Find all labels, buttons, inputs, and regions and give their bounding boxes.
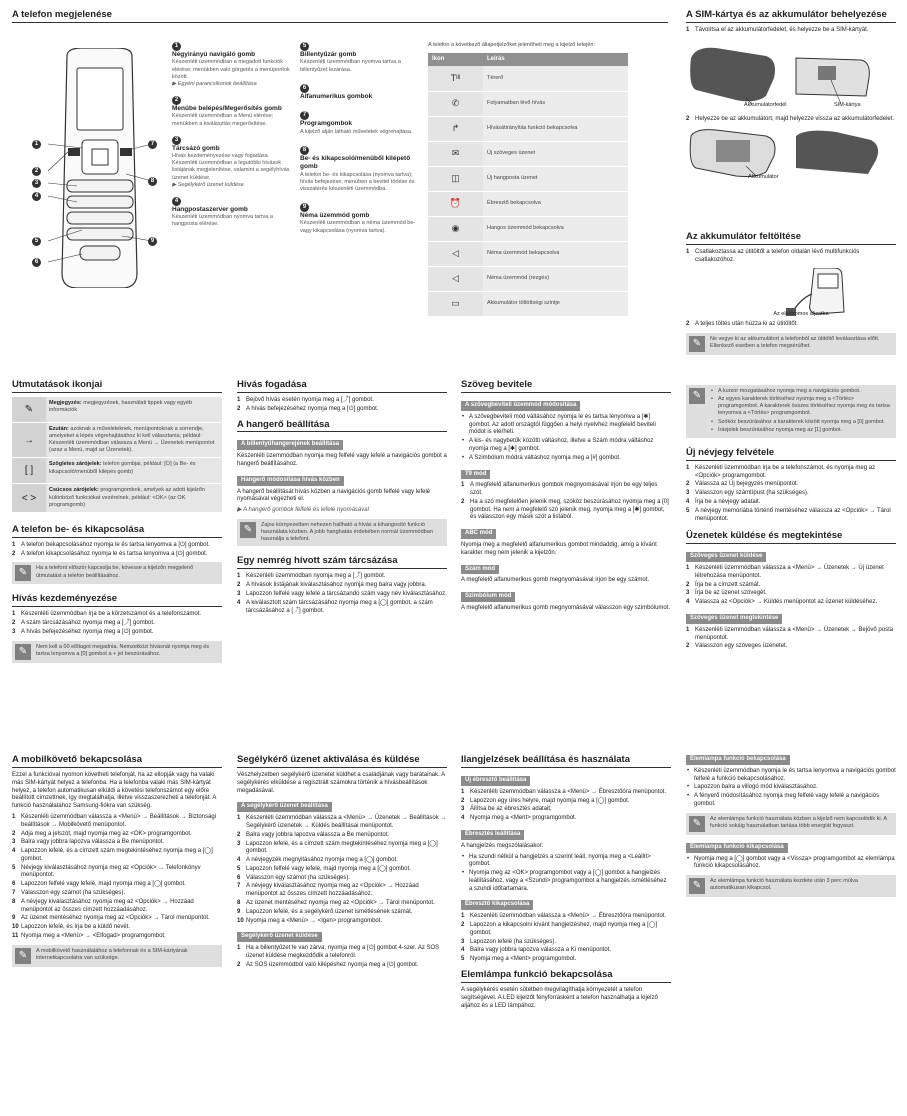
sim-illustration (686, 38, 886, 108)
subheading: Segélykérő üzenet küldése (237, 932, 322, 942)
status-icons-table: Ikon Leírás Tᴵˡˡ Térerő ✆ Folyamatban lévő hívás ↱ Hívásátirányítás funkció bekapcsolva ✉ Új szöveges üzenet ◫ Új hangposta üzenet ⏰ Ébresztő bekapcsolva ◉ Hangos üzemmód bekapcsolva ◁ Néma üzemmód bekapcsolva ◁ Néma üzemmód (rezgés) ▭ Akkumulátor töltöttségi szintje (428, 53, 628, 317)
alarm-column: Ilangjelzések beállítása és használata Új ébresztő beállítása 1 Készenléti üzemmódban válassza a <Menü> → Ébresztőóra menüpontot. 2 Lapozzon egy üres helyre, majd nyomja meg a [◯] gombot. 3 Állítsa be az ébresztés adatait. 4 Nyomja meg a <Ment> programgombot. Ébresztés leállítása A hangjelzés megszólalásakor: • Ha szundi nélkül a hangjelzés a szerint leáll, nyomja meg a <Leállít> gombot. • Nyomja meg az <OK> programgombot vagy a [◯] gombot a hangjelzés leállításához, vagy a <Szundi> programgombot a hangjelzés ismétléséhez a szundi időtartamára. Ébresztő kikapcsolása 1 Készenléti üzemmódban válassza a <Menü> → Ébresztőóra menüpontot. 2 Lapozzon a kikapcsolni kívánt hangjelzéshez, majd nyomja meg a [◯] gombot. 3 Lapozzon lefelé (ha szükséges). 4 Balra vagy jobbra lapozva válassza a Ki menüpontot. 5 Nyomja meg a <Ment> programgombot. Elemlámpa funkció bekapcsolása A segélykérés esetén sötétben megvilágíthatja környezetét a telefon segítségével. A LED kijelzőt fényforrásként a telefon használhatja a kijelző aljához és a LED lámpához. (461, 755, 671, 1110)
subheading: A billentyűhangerejének beállítása (237, 440, 343, 450)
note-icon: ✎ (689, 878, 705, 894)
subheading: Szöveges üzenet megtekintése (686, 614, 782, 624)
subheading: Elemlámpa funkció kikapcsolása (686, 843, 788, 853)
phone-callout: 5 (32, 237, 41, 246)
instructions-column: Útmutatások ikonjai ✎ Megjegyzés: megjegyzések, használati tippek vagy egyéb információk → Ezután: azoknak a műveleteknek, menüpontoknak a sorrendje, amelyeket a lépés végrehajtásához ki kell választania; például: Készenléti üzemmódban válassza a Menü → Üzenetek menüpontot (azaz a Menü, majd az Üzenetek). [ ] Szögletes zárójelek: telefon gombjai, például: [⏻] (a Be- és kikapcsoló/menüből kilépés gomb) < > Csúcsos zárójelek: programgombok, amelyek az adott kijelzőn különböző funkciókat vezérelnek, például: <OK> (az OK programgomb) A telefon be- és kikapcsolása 1 A telefon bekapcsolásához nyomja le és tartsa lenyomva a [⏻] gombot. 2 A telefon kikapcsolásához nyomja le és tartsa lenyomva a [⏻] gombot. ✎ Ha a telefont először kapcsolja be, kövesse a kijelzőn megjelenő útmutatást a telefon beállításához. Hívás kezdeményezése 1 Készenléti üzemmódban írja be a körzetszámot és a telefonszámot. 2 A szám tárcsázásához nyomja meg a [⤴] gombot. 3 A hívás befejezéséhez nyomja meg a [⏻] gombot. ✎ Nem kell a 00 előtagot megadnia. Nemzetközi hívásnál nyomja meg és tartsa lenyomva a [0] gombot a + jel beszúrásához. (12, 380, 222, 735)
charger-illustration (686, 268, 886, 316)
phone-callout: 6 (32, 258, 41, 267)
note-icon: ✎ (689, 336, 705, 352)
note-icon: ✎ (15, 565, 31, 581)
subheading: Elemlámpa funkció bekapcsolása (686, 755, 790, 765)
key-desc: 4 Hangpostaszerver gomb Készenléti üzemmódban nyomva tartva a hangposta elérése. (172, 197, 273, 228)
section-title: Üzenetek küldése és megtekintése (686, 531, 896, 544)
keys-left-column (172, 42, 290, 229)
contacts-messages-column: ✎ • A kurzor mozgatásához nyomja meg a navigációs gombot. • Az egyes karakterek törléséhez nyomja meg a <Törlés> programgombot. A karakterek összes törléséhez nyomja meg és tartsa lenyomva a <Törlés> programgombot. • Szóköz beszúrásához a karakterek között nyomja meg a [0] gombot. • Írásjelek beszúrásához nyomja meg az [1] gombot. Új névjegy felvétele 1 Készenléti üzemmódban írja be a telefonszámot, és nyomja meg az <Opciók> programgombot. 2 Válassza az Új bejegyzés menüpontot. 3 Válasszon egy számtípust (ha szükséges). 4 Írja be a névjegy adatait. 5 A névjegy memóriába történő mentéséhez válassza az <Opciók> → Tárol menüpontot. Üzenetek küldése és megtekintése Szöveges üzenet küldése 1 Készenléti üzemmódban válassza a <Menü> → Üzenetek → Új üzenet létrehozása menüpontot. 2 Írja be a címzett számát. 3 Írja be az üzenet szövegét. 4 Válassza az <Opciók> → Küldés menüpontot az üzenet küldéséhez. Szöveges üzenet megtekintése 1 Készenléti üzemmódban válassza a <Menü> → Üzenetek → Bejövő posta menüpontot. 2 Válasszon egy szöveges üzenetet. (686, 385, 896, 740)
label-plug: Az elektromos aljzatba (773, 311, 829, 318)
section-title: Hívás fogadása (237, 380, 447, 393)
sos-column: Segélykérő üzenet aktiválása és küldése Vészhelyzetben segélykérő üzenetet küldhet a családjának vagy barátainak. A segélykérés elküldése a regisztrált számokra történik a hívásbeállítások megadásával. A segélykérő üzenet beállítása 1 Készenléti üzemmódban válassza a <Menü> → Üzenetek → Beállítások → Segélykérő üzenetek → Küldés beállításai menüpontot. 2 Balra vagy jobbra lapozva válassza a Be menüpontot. 3 Lapozzon lefelé, és a címzett szám megtekintéséhez nyomja meg a [◯] gombot. 4 A névjegyzék megnyitásához nyomja meg a [◯] gombot. 5 Lapozzon felfelé vagy lefelé, majd nyomja meg a [◯] gombot. 6 Válasszon egy számot (ha szükséges). 7 A névjegy kiválasztásához nyomja meg az <Opciók> → Hozzáad menüpontot az összes címzett hozzáadásához. 8 Az üzenet mentéséhez nyomja meg az <Opciók> → Tárol menüpontot. 9 Lapozzon lefelé, és a segélykérő üzenet ismétlésének számát. 10 Nyomja meg a <Menü> → <Igen> programgombot. Segélykérő üzenet küldése 1 Ha a billentyűzet le van zárva, nyomja meg a [⏻] gombot 4-szer. Az SOS üzenet küldése megkezdődik a telefonról. 2 Az SOS üzemmódból való kilépéshez nyomja meg a [⏻] gombot. (237, 755, 447, 968)
key-desc: 5 Billentyűzár gomb Készenléti üzemmódban nyomva tartva a billentyűzet lezárása. (300, 43, 401, 73)
label-battery: Akkumulátor (748, 174, 779, 181)
note-box: ✎ Nem kell a 00 előtagot megadnia. Nemzetközi hívásnál nyomja meg és tartsa lenyomva a [0] gombot a + jel beszúrásához. (12, 641, 222, 663)
alarm-icon: ⏰ (428, 191, 483, 216)
section-title: Elemlámpa funkció bekapcsolása (461, 970, 671, 983)
tracker-column: A mobilkövető bekapcsolása Ezzel a funkcióval nyomon követheti telefonját, ha az ellopják vagy ha valaki más SIM-kártyát helyez a telefonba. Ha a telefonba valaki más SIM-kártyát helyez, a telefon automatikusan elküldi a követési telefonszámot egy előre beállított címzettnek, így megtalálhatja, illetve visszaszerezheti a telefonját. A funkció használatához Samsung-fiókra van szükség. 1 Készenléti üzemmódban válassza a <Menü> → Beállítások → Biztonsági beállítások → Mobilkövető menüpontot. 2 Adja meg a jelszót, majd nyomja meg az <OK> programgombot. 3 Balra vagy jobbra lapozva válassza a Be menüpontot. 4 Lapozzon lefelé, és a címzett szám megtekintéséhez nyomja meg a [◯] gombot. 5 Névjegy kiválasztásához nyomja meg az <Opciók> → Telefonkönyv menüpontot. 6 Lapozzon felfelé vagy lefelé, majd nyomja meg a [◯] gombot. 7 Válasszon egy számot (ha szükséges). 8 A névjegy kiválasztásához nyomja meg az <Opciók> → Hozzáad menüpontot az összes címzett hozzáadásához. 9 Az üzenet mentéséhez nyomja meg az <Opciók> → Tárol menüpontot. 10 Lapozzon lefelé, és írja be a küldő nevét. 11 Nyomja meg a <Menü> → <Elfogad> programgombot. ✎ A mobilkövető használatához a telefonnak és a SIM-kártyának internetkapcsolatra van szüksége. (12, 755, 222, 1110)
phone-callout: 7 (148, 140, 157, 149)
note-box: ✎ Ha a telefont először kapcsolja be, kövesse a kijelzőn megjelenő útmutatást a telefon beállításához. (12, 562, 222, 584)
vibrate-icon: ◁ (428, 266, 483, 291)
brackets-icon: [ ] (12, 458, 46, 483)
section-title: A telefon megjelenése (12, 10, 668, 23)
silent-icon: ◁ (428, 241, 483, 266)
key-desc: 3 Tárcsázó gomb Hívás kezdeményezése vagy fogadása. Készenléti üzemmódban a legutóbbi hívások listájának megjelenítése, valamint a segélyhívás üzenet küldése. ▶ Segélykérő üzenet küldése (172, 136, 290, 188)
note-icon: ✎ (689, 388, 705, 404)
note-box: ✎ Ne vegye ki az akkumulátort a telefonból az útitöltő leválasztása előtt. Ellenkező esetben a telefon megsérülhet. (686, 333, 896, 355)
phone-overview-section (12, 10, 668, 356)
key-desc: 8 Be- és kikapcsoló/menüből kilépető gomb A telefon be- és kikapcsolása (nyomva tartva); hívás befejezése; menüben a bevitel törlése és visszatérés készenléti üzemmódba. (300, 146, 415, 192)
section-title: A hangerő beállítása (237, 420, 447, 433)
note-icon: ✎ (689, 816, 705, 832)
note-icon: ✎ (12, 397, 46, 422)
phone-illustration (22, 48, 172, 288)
battery-icon: ▭ (428, 291, 483, 316)
sound-icon: ◉ (428, 216, 483, 241)
call-icon: ✆ (428, 91, 483, 116)
section-title: A mobilkövető bekapcsolása (12, 755, 222, 768)
note-box: ✎ Zajos környezetben nehezen hallható a hívás a kihangosító funkció használata közben. A jobb hanghatás érdekében normál üzemmódban használja a telefont. (237, 519, 447, 546)
message-icon: ✉ (428, 141, 483, 166)
angle-brackets-icon: < > (12, 484, 46, 511)
note-box: ✎ • A kurzor mozgatásához nyomja meg a navigációs gombot. • Az egyes karakterek törléséhez nyomja meg a <Törlés> programgombot. A karakterek összes törléséhez nyomja meg és tartsa lenyomva a <Törlés> programgombot. • Szóköz beszúrásához a karakterek között nyomja meg a [0] gombot. • Írásjelek beszúrásához nyomja meg az [1] gombot. (686, 385, 896, 438)
phone-callout: 9 (148, 237, 157, 246)
section-title: Segélykérő üzenet aktiválása és küldése (237, 755, 447, 768)
keys-mid-column (300, 42, 418, 235)
section-title: A SIM-kártya és az akkumulátor behelyezése (686, 10, 896, 23)
section-title: A telefon be- és kikapcsolása (12, 525, 222, 538)
forward-icon: ↱ (428, 116, 483, 141)
sim-section: A SIM-kártya és az akkumulátor behelyezése 1 Távolítsa el az akkumulátorfedelet, és helyezze be a SIM-kártyát. Akkumulátorfedél SIM-kártya 2 Helyezze be az akkumulátort, majd helyezze vissza az akkumulátorfedelet. Akkumulátor (686, 10, 895, 181)
section-title: Az akkumulátor feltöltése (686, 232, 896, 245)
voicemail-icon: ◫ (428, 166, 483, 191)
note-icon: ✎ (15, 948, 31, 964)
subheading: ABC mód (461, 529, 496, 539)
note-box: ✎ A mobilkövető használatához a telefonnak és a SIM-kártyának internetkapcsolatra van szüksége. (12, 945, 222, 967)
text-input-column: Szöveg bevitele A szövegbeviteli üzemmód módosítása • A szövegbeviteli mód váltásához nyomja le és tartsa lenyomva a [✱] gombot. Az adott országtól függően a helyi nyelvhez megfelelő beviteli módot is elérheti. • A kis- és nagybetűk közötti váltáshoz, illetve a Szám módra váltáshoz nyomja meg a [✱] gombot. • A Szimbólum módra váltáshoz nyomja meg a [#] gombot. T9 mód 1 A megfelelő alfanumerikus gombok megnyomásával írjon be egy teljes szót. 2 Ha a szó megfelelően jelenik meg, szóköz beszúrásához nyomja meg a [0] gombot. Ha nem a megfelelő szó jelenik meg, nyomja meg a [✱] gombot, és válasszon egy másik szót a listából. ABC mód Nyomja meg a megfelelő alfanumerikus gombot mindaddig, amíg a kívánt karakter meg nem jelenik a kijelzőn. Szám mód A megfelelő alfanumerikus gomb megnyomásával írjon be egy számot. Szimbólum mód A megfelelő alfanumerikus gomb megnyomásával válasszon egy szimbólumot. (461, 380, 671, 735)
subheading: Hangerő módosítása hívás közben (237, 476, 344, 486)
phone-callout: 1 (32, 140, 41, 149)
subheading: Szám mód (461, 565, 499, 575)
label-sim: SIM-kártya (834, 101, 861, 108)
signal-icon: Tᴵˡˡ (428, 66, 483, 91)
subheading: Szöveges üzenet küldése (686, 552, 766, 562)
note-box: ✎ Az elemlámpa funkció használata kezdete után 3 perc múlva automatikusan kikapcsol. (686, 875, 896, 897)
key-desc: 6 Alfanumerikus gombok (300, 84, 373, 100)
instruction-icons-list: ✎ Megjegyzés: megjegyzések, használati tippek vagy egyéb információk → Ezután: azoknak a műveleteknek, menüpontoknak a sorrendje, amelyeket a lépés végrehajtásához ki kell választania; például: Készenléti üzemmódban válassza a Menü → Üzenetek menüpontot (azaz a Menü, majd az Üzenetek). [ ] Szögletes zárójelek: telefon gombjai, például: [⏻] (a Be- és kikapcsoló/menüből kilépés gomb) < > Csúcsos zárójelek: programgombok, amelyek az adott kijelzőn különböző funkciókat vezérelnek, például: <OK> (az OK programgomb) (12, 397, 222, 513)
phone-callout: 4 (32, 192, 41, 201)
section-title: Egy nemrég hívott szám tárcsázása (237, 556, 447, 569)
section-title: Hívás kezdeményezése (12, 594, 222, 607)
note-icon: ✎ (15, 644, 31, 660)
arrow-icon: → (12, 423, 46, 458)
phone-callout: 3 (32, 179, 41, 188)
key-desc: 9 Néma üzemmód gomb Készenléti üzemmódban a néma üzemmód be- vagy kikapcsolása (nyomva tartva). (300, 204, 416, 234)
note-icon: ✎ (240, 522, 256, 538)
battery-illustration (686, 126, 886, 178)
key-desc: 7 Programgombok A kijelző alján látható műveletek végrehajtása. (300, 112, 413, 135)
key-desc: 1 Négyirányú navigáló gomb Készenléti üzemmódban a megadott funkciók elérése; menükben való görgetés a menüpontok között. ▶ Egyéni parancsikonok beállítása (172, 43, 290, 87)
section-title: Új névjegy felvétele (686, 448, 896, 461)
calls-column: Hívás fogadása 1 Bejövő hívás esetén nyomja meg a [⤴] gombot. 2 A hívás befejezéséhez nyomja meg a [⏻] gombot. A hangerő beállítása A billentyűhangerejének beállítása Készenléti üzemmódban nyomja meg felfelé vagy lefelé a navigációs gombot a hangerő beállításához. Hangerő módosítása hívás közben A hangerő beállítását hívás közben a navigációs gomb felfelé vagy lefelé nyomásával végezheti el. ▶ A hangerő gombok felfelé és lefelé nyomásával ✎ Zajos környezetben nehezen hallható a hívás a kihangosító funkció használata közben. A jobb hanghatás érdekében normál üzemmódban használja a telefont. Egy nemrég hívott szám tárcsázása 1 Készenléti üzemmódban nyomja meg a [⤴] gombot. 2 A hívások listájának kiválasztásához nyomja meg balra vagy jobbra. 3 Lapozzon felfelé vagy lefelé a tárcsázandó szám vagy név kiválasztásához. 4 A kiválasztott szám tárcsázásához nyomja meg a [◯] gombot, a szám tárcsázásához a [⤴] gombot. (237, 380, 447, 614)
charge-section: Az akkumulátor feltöltése 1 Csatlakoztassa az útitöltőt a telefon oldalán lévő multifunkciós csatlakozóhoz. Az elektromos aljzatba 2 A teljes töltés után húzza ki az útitöltőt. ✎ Ne vegye ki az akkumulátort a telefonból az útitöltő leválasztása előtt. Ellenkező esetben a telefon megsérülhet. (686, 232, 896, 362)
label-cover: Akkumulátorfedél (744, 101, 787, 108)
icons-intro: A telefon a következő állapotjelzőket jelenítheti meg a kijelző tetején: (428, 42, 595, 48)
subheading: Szimbólum mód (461, 592, 515, 602)
note-box: ✎ Az elemlámpa funkció használata közben a kijelző nem kapcsolódik ki. A funkció sokáig használatban tartása több energiát fogyaszt. (686, 813, 896, 835)
subheading: T9 mód (461, 470, 490, 480)
key-desc: 2 Menübe belépés/Megerősítés gomb Készenléti üzemmódban a Menü elérése; menükben a kiválasztás megerősítése. (172, 97, 282, 127)
subheading: A szövegbeviteli üzemmód módosítása (461, 401, 580, 411)
subheading: Új ébresztő beállítása (461, 776, 530, 786)
subheading: Ébresztés leállítása (461, 830, 524, 840)
status-icons-block (428, 42, 628, 317)
section-title: Útmutatások ikonjai (12, 380, 222, 393)
subheading: Ébresztő kikapcsolása (461, 900, 533, 910)
torch-column: Elemlámpa funkció bekapcsolása • Készenléti üzemmódban nyomja le és tartsa lenyomva a navigációs gombot felfelé a funkció bekapcsolásához. • Lapozzon balra a villogó mód kiválasztásához. • A fényerő módosításához nyomja meg felfelé vagy lefelé a navigációs gombot. ✎ Az elemlámpa funkció használata közben a kijelző nem kapcsolódik ki. A funkció sokáig használatban tartása több energiát fogyaszt. Elemlámpa funkció kikapcsolása • Nyomja meg a [◯] gombot vagy a <Vissza> programgombot az elemlámpa funkció kikapcsolásához. ✎ Az elemlámpa funkció használata kezdete után 3 perc múlva automatikusan kikapcsol. (686, 755, 896, 1110)
subheading: A segélykérő üzenet beállítása (237, 802, 332, 812)
section-title: Ilangjelzések beállítása és használata (461, 755, 671, 768)
section-title: Szöveg bevitele (461, 380, 671, 393)
phone-callout: 8 (148, 177, 157, 186)
phone-callout: 2 (32, 167, 41, 176)
